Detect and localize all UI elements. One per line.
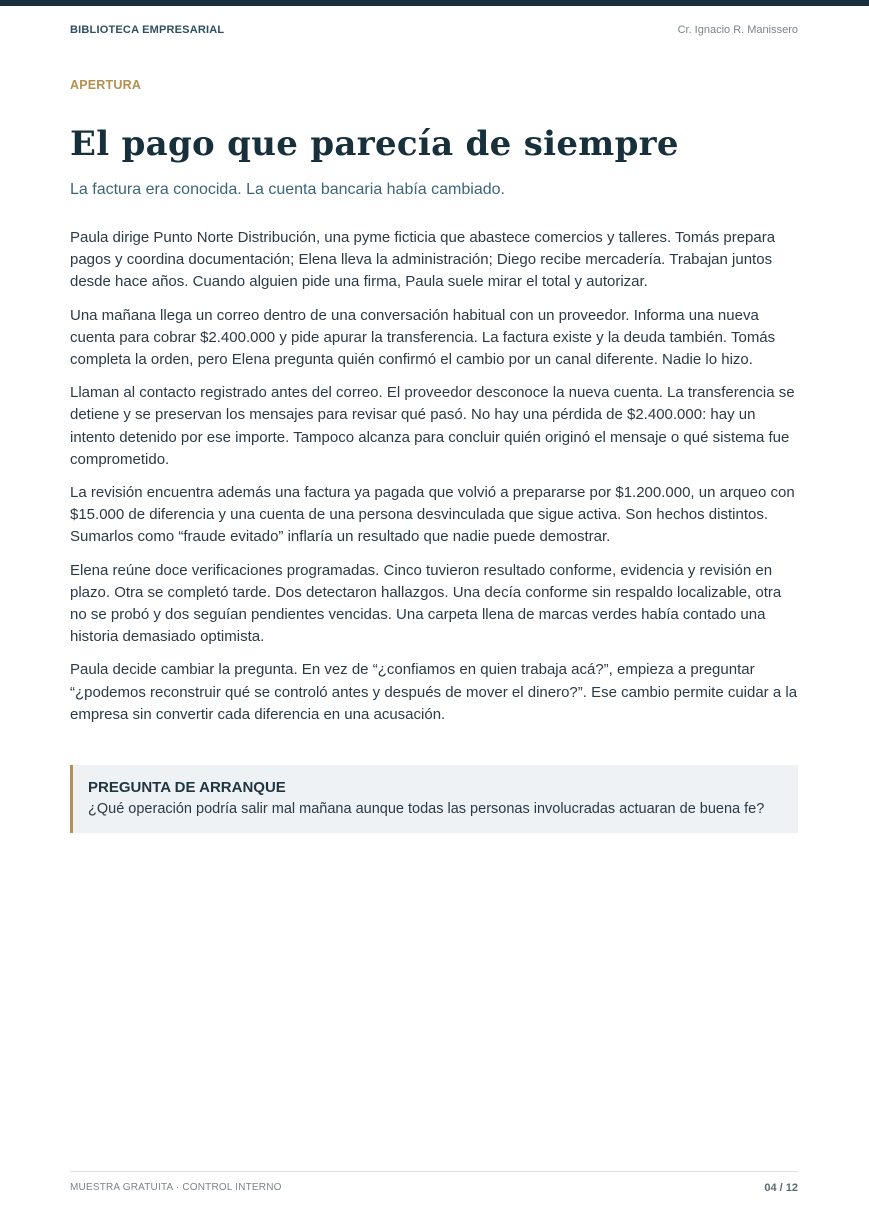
paragraph: La revisión encuentra además una factura ya pagada que volvió a prepararse por $1.200.000, un arqueo con $15.000 de diferencia y una cuenta de una persona desvinculada que sigue activa. Son hechos distintos. Sumarlos como “fraude evitado” inflaría un resultado que nadie puede demostrar. xyxy=(70,484,795,546)
callout-text: ¿Qué operación podría salir mal mañana aunque todas las personas involucradas actuaran de buena fe? xyxy=(88,801,765,817)
paragraph: Paula decide cambiar la pregunta. En vez de “¿confiamos en quien trabaja acá?”, empieza a preguntar “¿podemos reconstruir qué se controló antes y después de mover el dinero?”. Ese cambio permite cuidar a la empresa sin convertir cada diferencia en una acusación. xyxy=(70,661,798,723)
callout-title: PREGUNTA DE ARRANQUE xyxy=(88,779,286,796)
page-title: El pago que parecía de siempre xyxy=(70,124,679,164)
starter-question-callout xyxy=(70,765,798,833)
publication-brand: BIBLIOTECA EMPRESARIAL xyxy=(70,24,225,36)
paragraph: Llaman al contacto registrado antes del correo. El proveedor desconoce la nueva cuenta. La transferencia se detiene y se preservan los mensajes para revisar qué pasó. No hay una pérdida de $2.400.000: hay un intento detenido por ese importe. Tampoco alcanza para concluir quién originó el mensaje o qué sistema fue comprometido. xyxy=(70,384,795,468)
footer-divider xyxy=(70,1171,798,1172)
author-name: Cr. Ignacio R. Manissero xyxy=(677,24,798,36)
page-subtitle: La factura era conocida. La cuenta bancaria había cambiado. xyxy=(70,181,505,198)
section-label: APERTURA xyxy=(70,78,142,92)
paragraph: Una mañana llega un correo dentro de una conversación habitual con un proveedor. Informa una nueva cuenta para cobrar $2.400.000 y pide apurar la transferencia. La factura existe y la deuda también. Tomás completa la orden, pero Elena pregunta quién confirmó el cambio por un canal diferente. Nadie lo hizo. xyxy=(70,306,776,369)
body-text xyxy=(70,227,800,737)
top-accent-bar xyxy=(0,0,869,6)
paragraph: Paula dirige Punto Norte Distribución, una pyme ficticia que abastece comercios y talleres. Tomás prepara pagos y coordina documentación; Elena lleva la administración; Diego recibe mercadería. Trabajan juntos desde hace años. Cuando alguien pide una firma, Paula suele mirar el total y autorizar. xyxy=(70,229,776,291)
paragraph: Elena reúne doce verificaciones programadas. Cinco tuvieron resultado conforme, evidencia y revisión en plazo. Otra se completó tarde. Dos detectaron hallazgos. Una decía conforme sin respaldo localizable, otra no se probó y dos seguían pendientes vencidas. Una carpeta llena de marcas verdes había contado una historia demasiado optimista. xyxy=(70,561,782,646)
running-header xyxy=(70,24,798,40)
page-number: 04 / 12 xyxy=(764,1182,798,1194)
footer-label: MUESTRA GRATUITA · CONTROL INTERNO xyxy=(70,1182,282,1193)
